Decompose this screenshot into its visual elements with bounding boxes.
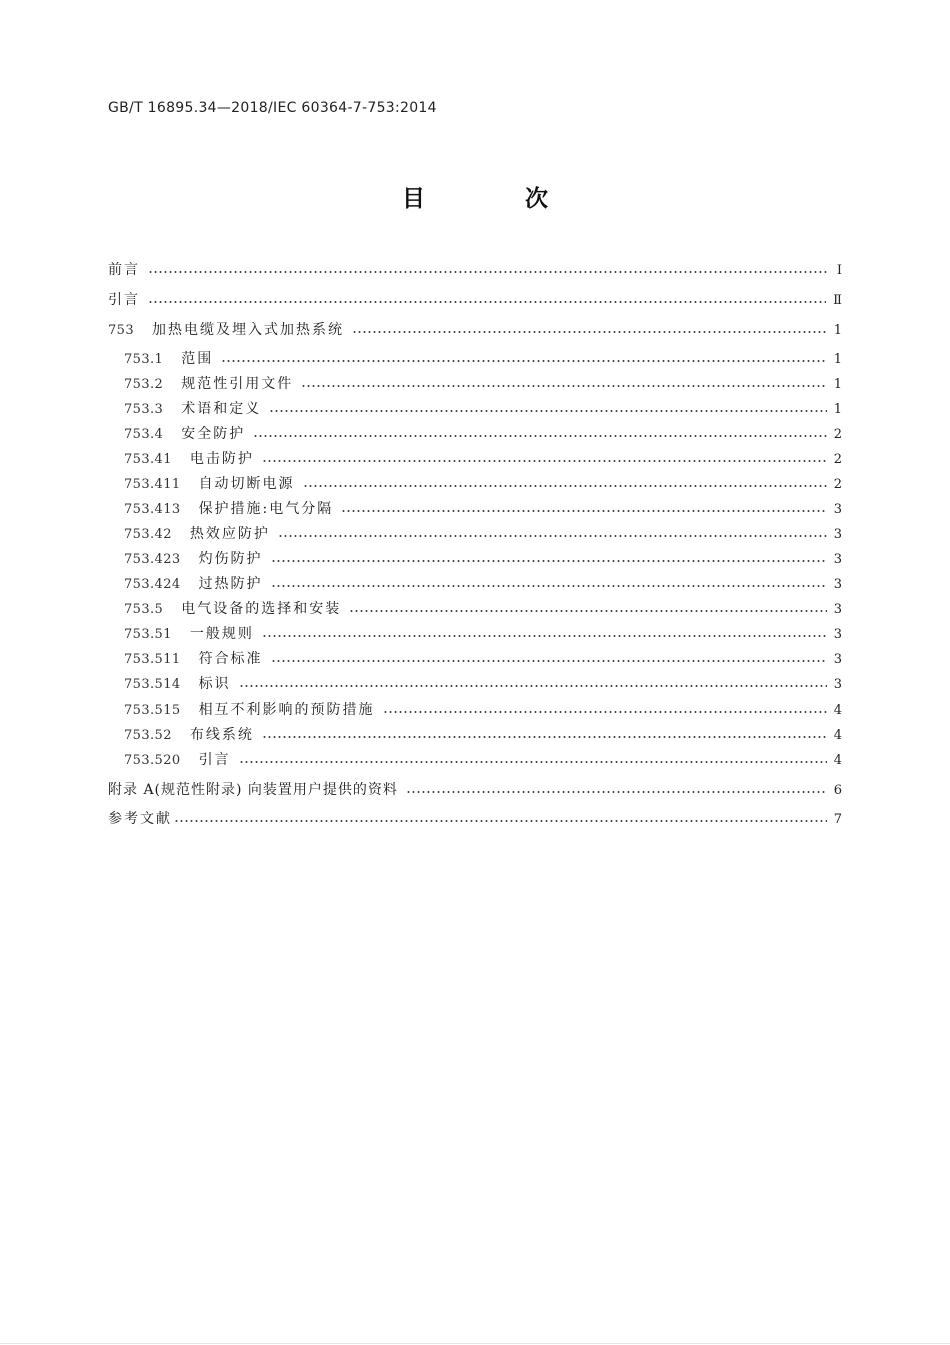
toc-entry-label: 灼伤防护: [198, 551, 263, 567]
toc-entry[interactable]: [124, 700, 842, 720]
toc-entry-label: 引言: [198, 752, 231, 768]
toc-entry-label: 保护措施:电气分隔: [198, 501, 334, 517]
toc-leader-dots: [174, 820, 827, 822]
toc-entry-number: 753.2: [124, 377, 164, 392]
toc-leader-dots: [269, 410, 827, 412]
toc-entry-page: 3: [833, 627, 842, 642]
toc-entry-page: 6: [833, 783, 842, 798]
toc-entry[interactable]: [108, 260, 842, 280]
toc-entry-label: 安全防护: [181, 426, 246, 442]
toc-entry[interactable]: [108, 320, 842, 340]
toc-entry-page: 4: [833, 753, 842, 768]
toc-leader-dots: [278, 535, 827, 537]
toc-entry-label: 范围: [181, 351, 214, 367]
toc-entry-number: 753.1: [124, 352, 164, 367]
toc-leader-dots: [271, 585, 827, 587]
toc-entry-number: 753.4: [124, 427, 164, 442]
standard-code-header: GB/T 16895.34—2018/IEC 60364-7-753:2014: [108, 100, 437, 116]
toc-entry[interactable]: [124, 449, 842, 469]
toc-entry-page: 1: [833, 323, 842, 338]
toc-entry-page: 1: [833, 352, 842, 367]
toc-entry-page: 3: [833, 652, 842, 667]
toc-entry-page: 4: [833, 728, 842, 743]
toc-entry-label: 电气设备的选择和安装: [181, 601, 342, 617]
toc-leader-dots: [383, 711, 827, 713]
toc-entry-number: 753.42: [124, 527, 172, 542]
toc-entry-number: 753.423: [124, 552, 181, 567]
toc-entry[interactable]: [124, 499, 842, 519]
toc-entry-label: 一般规则: [189, 626, 254, 642]
toc-entry-number: 753: [108, 323, 135, 338]
toc-entry[interactable]: [108, 290, 842, 310]
toc-leader-dots: [349, 610, 827, 612]
toc-entry-label: 引言: [108, 292, 140, 308]
toc-entry-number: 753.51: [124, 627, 172, 642]
toc-leader-dots: [352, 331, 827, 333]
toc-entry-page: 3: [833, 677, 842, 692]
toc-entry[interactable]: [124, 399, 842, 419]
toc-entry-page: 3: [833, 527, 842, 542]
toc-entry-number: 753.5: [124, 602, 164, 617]
toc-entry-number: 753.413: [124, 502, 181, 517]
toc-entry-page: 3: [833, 552, 842, 567]
toc-entry[interactable]: [124, 549, 842, 569]
toc-entry-label: 参考文献: [108, 811, 172, 827]
toc-entry-number: 753.511: [124, 652, 181, 667]
toc-entry[interactable]: [124, 674, 842, 694]
page-bottom-edge: [0, 1343, 950, 1344]
toc-entry-label: 相互不利影响的预防措施: [198, 702, 375, 718]
toc-entry[interactable]: [124, 424, 842, 444]
toc-entry[interactable]: [124, 750, 842, 770]
toc-leader-dots: [271, 560, 827, 562]
toc-entry-number: 753.411: [124, 477, 181, 492]
toc-leader-dots: [406, 791, 827, 793]
toc-entry-number: 753.520: [124, 753, 181, 768]
toc-entry-label: 电击防护: [189, 451, 254, 467]
toc-leader-dots: [262, 635, 827, 637]
toc-entry-label: 布线系统: [189, 727, 254, 743]
toc-entry-label: 符合标准: [198, 651, 263, 667]
toc-entry[interactable]: [124, 725, 842, 745]
toc-leader-dots: [262, 736, 827, 738]
toc-entry-number: 753.52: [124, 728, 172, 743]
toc-entry[interactable]: [124, 574, 842, 594]
toc-leader-dots: [303, 485, 827, 487]
toc-entry-label: 前言: [108, 262, 140, 278]
toc-entry-page: Ⅰ: [836, 263, 842, 278]
toc-entry-page: 3: [833, 502, 842, 517]
toc-entry[interactable]: [124, 474, 842, 494]
toc-entry-page: Ⅱ: [833, 293, 842, 308]
toc-leader-dots: [341, 510, 826, 512]
toc-entry[interactable]: [108, 809, 842, 829]
toc-entry-page: 2: [833, 427, 842, 442]
toc-entry-number: 753.3: [124, 402, 164, 417]
toc-entry[interactable]: [124, 624, 842, 644]
toc-entry-label: 标识: [198, 676, 231, 692]
toc-leader-dots: [262, 460, 827, 462]
toc-leader-dots: [271, 660, 827, 662]
toc-leader-dots: [239, 685, 827, 687]
toc-entry[interactable]: [124, 349, 842, 369]
toc-entry-page: 3: [833, 577, 842, 592]
toc-entry-number: 753.515: [124, 703, 181, 718]
toc-entry-page: 7: [833, 812, 842, 827]
toc-entry-page: 1: [833, 377, 842, 392]
toc-entry-label: 加热电缆及埋入式加热系统: [152, 322, 345, 338]
toc-leader-dots: [253, 435, 827, 437]
toc-entry-label: 自动切断电源: [198, 476, 295, 492]
toc-leader-dots: [148, 301, 826, 303]
toc-entry[interactable]: [124, 374, 842, 394]
toc-entry-label: 规范性引用文件: [181, 376, 294, 392]
toc-leader-dots: [221, 360, 827, 362]
toc-leader-dots: [148, 271, 827, 273]
toc-entry[interactable]: [124, 599, 842, 619]
toc-entry-label: 附录 A(规范性附录) 向装置用户提供的资料: [108, 782, 398, 798]
toc-entry[interactable]: [124, 524, 842, 544]
toc-title: 目 次: [401, 186, 594, 212]
toc-entry[interactable]: [124, 649, 842, 669]
toc-entry-number: 753.514: [124, 677, 181, 692]
toc-entry-number: 753.41: [124, 452, 172, 467]
toc-entry[interactable]: [108, 780, 842, 800]
toc-entry-page: 2: [833, 452, 842, 467]
toc-entry-page: 3: [833, 602, 842, 617]
toc-entry-page: 1: [833, 402, 842, 417]
toc-entry-label: 热效应防护: [189, 526, 270, 542]
toc-entry-page: 4: [833, 703, 842, 718]
toc-entry-number: 753.424: [124, 577, 181, 592]
toc-entry-label: 过热防护: [198, 576, 263, 592]
toc-leader-dots: [301, 385, 827, 387]
toc-entry-label: 术语和定义: [181, 401, 262, 417]
toc-entry-page: 2: [833, 477, 842, 492]
toc-leader-dots: [239, 761, 827, 763]
